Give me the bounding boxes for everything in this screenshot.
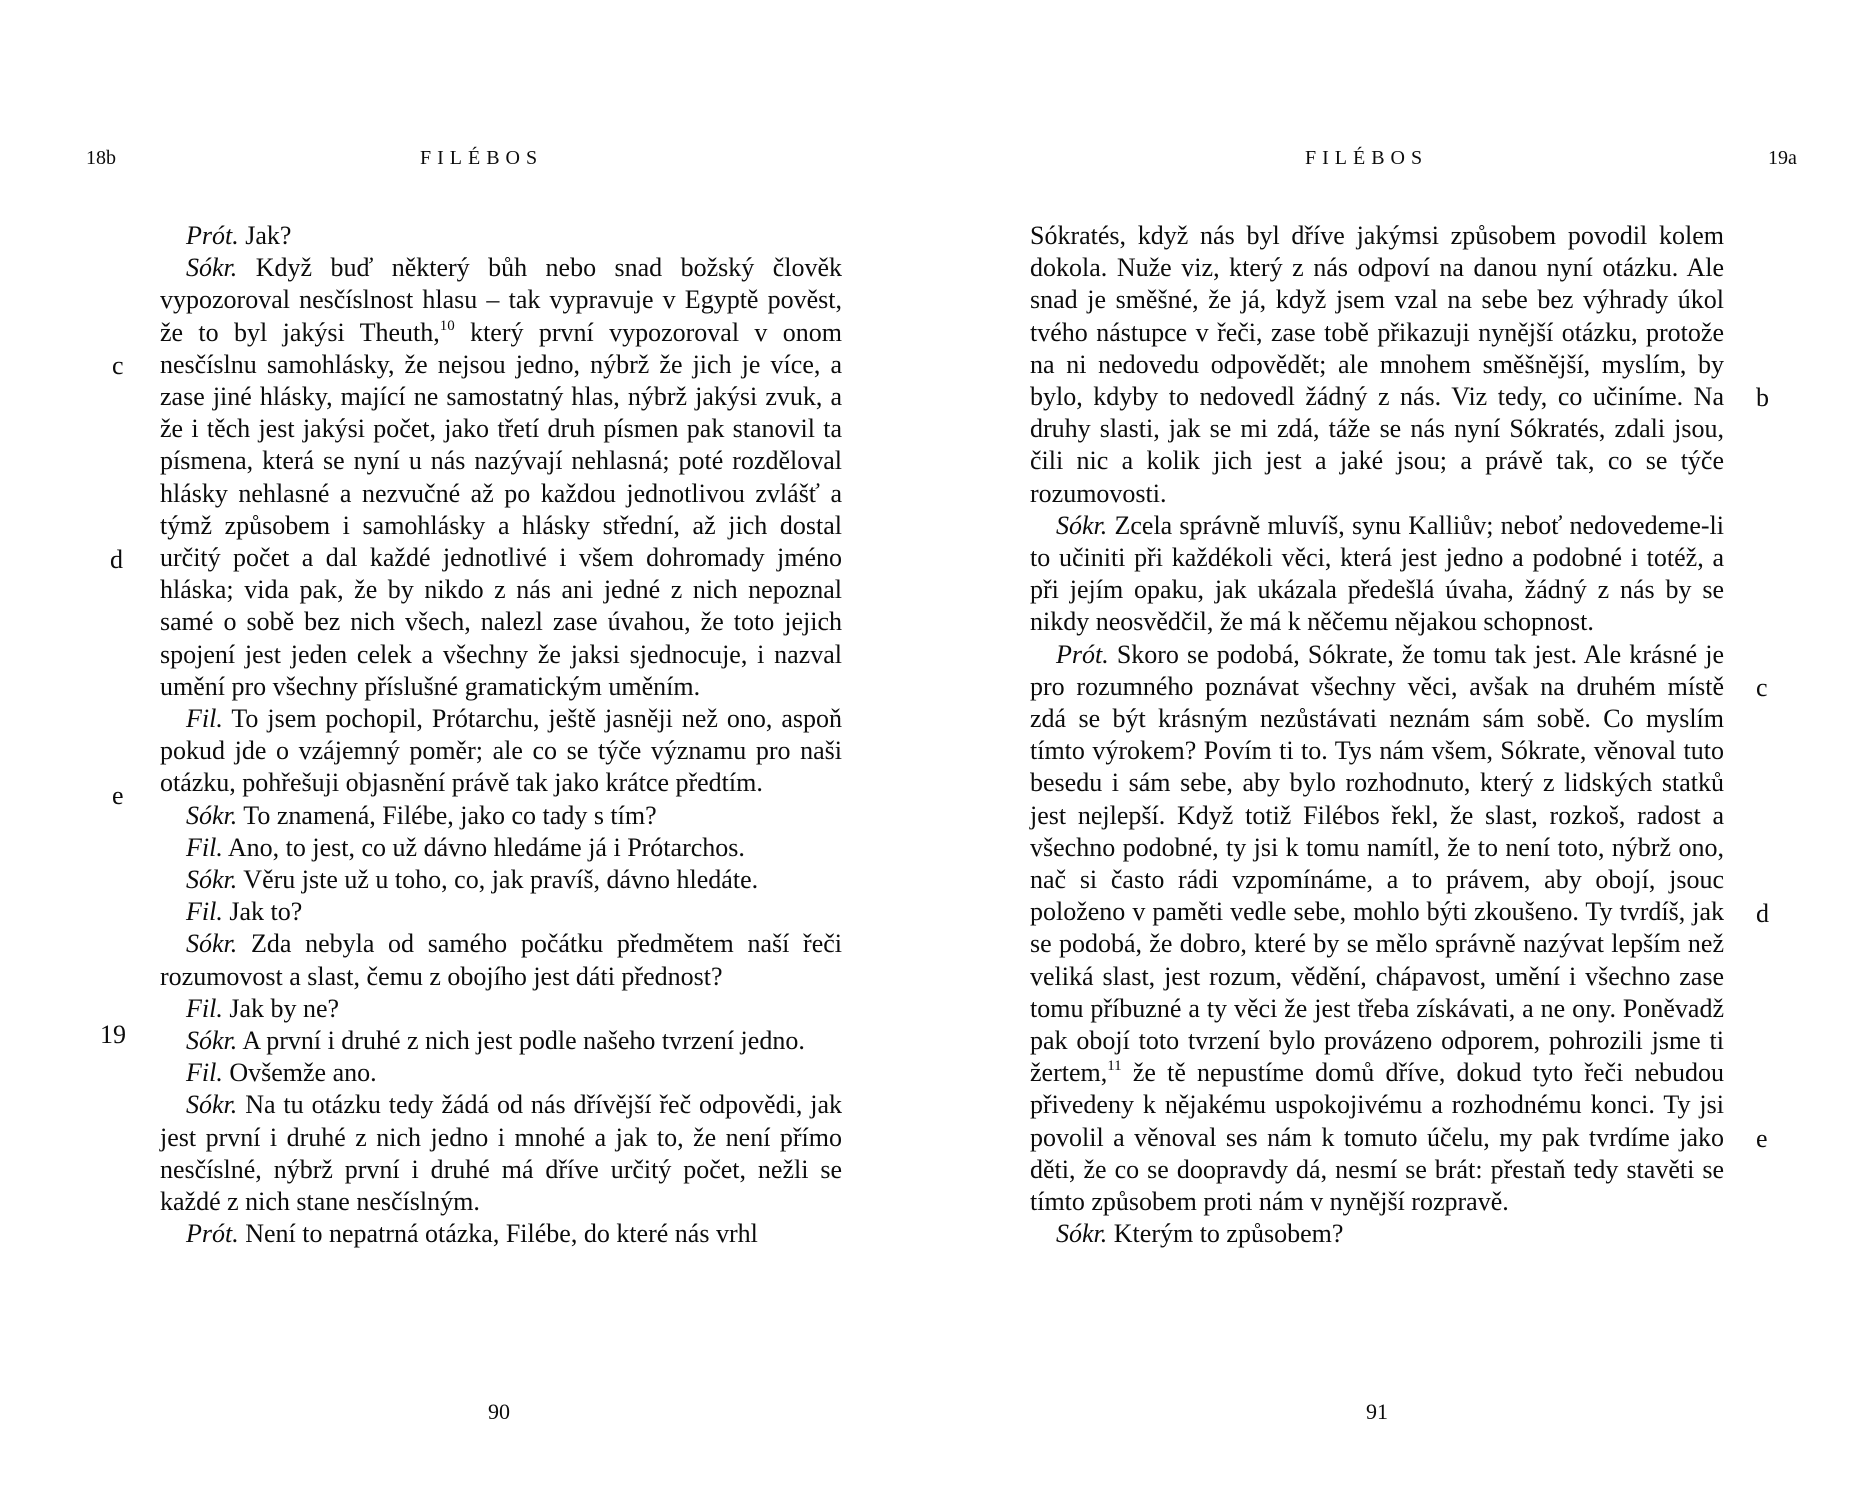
dialogue-paragraph (1030, 510, 1724, 639)
speaker-name: Sókr. (186, 1090, 238, 1120)
dialogue-paragraph (160, 800, 842, 832)
speaker-name: Sókr. (186, 929, 238, 959)
speech-text: Ano, to jest, co už dávno hledáme já i Prótarchos. (222, 832, 745, 862)
stephanus-page-number: 18b (86, 147, 116, 169)
speech-text: A první i druhé z nich jest podle našeho tvrzení jedno. (237, 1026, 805, 1056)
stephanus-section-marker: d (1756, 899, 1769, 928)
speech-text: Věru jste už u toho, co, jak pravíš, dávno hledáte. (237, 865, 759, 895)
dialogue-paragraph (160, 252, 842, 703)
speech-text: To jsem pochopil, Prótarchu, ještě jasněji než ono, aspoň pokud jde o vzájemný poměr; ale co se týče významu pro naši otázku, pohřešuji objasnění právě tak jako krátce předtím. (160, 704, 842, 798)
page-number: 90 (488, 1399, 510, 1424)
dialogue-paragraph (1030, 1218, 1724, 1250)
speech-text: Není to nepatrná otázka, Filébe, do které nás vrhl (238, 1219, 758, 1249)
dialogue-paragraph (160, 1057, 842, 1089)
speech-text: Na tu otázku tedy žádá od nás dřívější řeč odpovědi, jak jest první i druhé z nich jedno i mnohé a jak to, že není přímo nesčíslné, nýbrž první i druhé má dříve určitý počet, nežli se každé z nich stane nesčíslným. (160, 1090, 842, 1217)
speech-text: který první vypozoroval v onom nesčíslnu samohlásky, že nejsou jedno, nýbrž že jich je více, a zase jiné hlásky, mající ne samostatný hlas, nýbrž jakýsi zvuk, a že i těch jest jakýsi počet, jako třetí druh písmen pak stanovil ta písmena, která se nyní u nás nazývají nehlasná; poté rozděloval hlásky nehlasné a nezvučné až po každou jednotlivou zvlášť a týmž způsobem i samohlásky a hlásky střední, až jich dostal určitý počet a dal každé jednotlivé i všem dohromady jméno hláska; vida pak, že by nikdo z nás ani jedné z nich nepoznal samé o sobě bez nich všech, nalezl zase úvahou, že toto jejich spojení jest jeden celek a všechny že jaksi sjednocuje, i nazval umění pro všechny příslušné gramatickým uměním. (160, 317, 842, 701)
body-text (1030, 220, 1724, 1251)
speech-text: že tě nepustíme domů dříve, dokud tyto řeči nebudou přivedeny k nějakému uspokojivému a rozhodnému konci. Ty jsi povolil a věnoval ses nám k tomuto účelu, my pak tvrdíme jako děti, že co se doopravdy dá, nesmí se brát: přestaň tedy stavěti se tímto způsobem proti nám v nynější rozpravě. (1030, 1058, 1724, 1217)
footnote-reference[interactable]: 11 (1107, 1058, 1122, 1075)
dialogue-paragraph (160, 1025, 842, 1057)
speaker-name: Fil. (186, 993, 223, 1023)
dialogue-paragraph (160, 864, 842, 896)
speaker-name: Prót. (186, 221, 239, 250)
stephanus-section-marker: b (1756, 383, 1769, 412)
speaker-name: Fil. (186, 1058, 223, 1088)
speaker-name: Sókr. (186, 865, 238, 895)
speech-text: Jak to? (222, 897, 303, 927)
speech-text: Jak by ne? (222, 993, 340, 1023)
speech-text: Sókratés, když nás byl dříve jakýmsi způsobem povodil kolem dokola. Nuže viz, který z nás odpoví na danou nyní otázku. Ale snad je směšné, že já, když jsem vzal na sebe bez výhrady úkol tvého nástupce v řeči, zase tobě přikazuji nynější otázku, protože na ni nedovedu odpovědět; ale mnohem směšnější, myslím, by bylo, kdyby to nedovedl žádný z nás. Viz tedy, co učiníme. Na druhy slasti, jak se mi zdá, táže se nás nyní Sókratés, zdali jsou, čili nic a kolik jich jest a jaké jsou; a právě tak, co se týče rozumovosti. (1030, 221, 1724, 508)
speaker-name: Fil. (186, 704, 223, 734)
speech-text: Skoro se podobá, Sókrate, že tomu tak jest. Ale krásné je pro rozumného poznávat všechny věci, avšak na druhém místě zdá se být krásným nezůstávati neznám sám sobě. Co myslím tímto výrokem? Povím ti to. Tys nám všem, Sókrate, věnoval tuto besedu i sám sebe, aby bylo rozhodnuto, který z lidských statků jest nejlepší. Když totiž Filébos řekl, že slast, rozkoš, radost a všechno podobné, ty jsi k tomu namítl, že to není toto, nýbrž ono, nač si často rádi vzpomínáme, a to právem, aby obojí, jsouc položeno v paměti vedle sebe, mohlo býti zkoušeno. Ty tvrdíš, jak se podobá, že dobro, které by se mělo správně nazývat lepším než veliká slast, jest rozum, vědění, chápavost, umění i všechno zase tomu příbuzné a ty věci že jest třeba získávati, a ne ony. Poněvadž pak obojí toto tvrzení bylo provázeno odporem, pohrozili jsme ti žertem, (1030, 639, 1724, 1088)
speaker-name: Sókr. (186, 253, 238, 283)
dialogue-paragraph (160, 993, 842, 1025)
speaker-name: Sókr. (1056, 510, 1108, 540)
speaker-name: Fil. (186, 832, 223, 862)
running-head: FILÉBOS (1305, 147, 1429, 169)
speech-text: Kterým to způsobem? (1107, 1219, 1344, 1249)
speech-text: To znamená, Filébe, jako co tady s tím? (237, 800, 657, 830)
speaker-name: Sókr. (186, 1026, 238, 1056)
speech-text: Zcela správně mluvíš, synu Kalliův; neboť nedovedeme-li to učiniti při každékoli věci, která jest jedno a podobné i totéž, a při jejím opaku, jak ukázala předešlá úvaha, žádný z nás by se nikdy neosvědčil, že má k něčemu nějakou schopnost. (1030, 510, 1724, 637)
left-page (0, 0, 930, 1501)
speaker-name: Prót. (186, 1219, 239, 1249)
speaker-name: Sókr. (1056, 1219, 1108, 1249)
dialogue-paragraph (160, 832, 842, 864)
speaker-name: Fil. (186, 897, 223, 927)
speaker-name: Prót. (1056, 639, 1109, 669)
dialogue-paragraph (1030, 220, 1724, 510)
stephanus-section-marker: c (112, 351, 124, 380)
speech-text: Jak? (238, 221, 292, 250)
stephanus-section-marker: 19 (100, 1020, 126, 1049)
running-head: FILÉBOS (420, 147, 544, 169)
speech-text: Zda nebyla od samého počátku předmětem naší řeči rozumovost a slast, čemu z obojího jest dáti přednost? (160, 929, 842, 991)
stephanus-section-marker: d (110, 545, 123, 574)
stephanus-section-marker: e (112, 781, 124, 810)
stephanus-page-number: 19a (1768, 147, 1797, 169)
speech-text: Když buď některý bůh nebo snad božský člověk vypozoroval nesčíslnost hlasu – tak vypravuje v Egyptě pověst, že to byl jakýsi Theuth, (160, 253, 842, 347)
speech-text: Ovšemže ano. (222, 1058, 377, 1088)
speaker-name: Sókr. (186, 800, 238, 830)
footnote-reference[interactable]: 10 (439, 317, 455, 334)
right-page (930, 0, 1862, 1501)
page-number: 91 (1366, 1399, 1388, 1424)
stephanus-section-marker: c (1756, 673, 1768, 702)
dialogue-paragraph (160, 220, 842, 252)
dialogue-paragraph (1030, 639, 1724, 1219)
dialogue-paragraph (160, 896, 842, 928)
body-text (160, 220, 842, 1251)
dialogue-paragraph (160, 703, 842, 800)
dialogue-paragraph (160, 1218, 842, 1250)
dialogue-paragraph (160, 1089, 842, 1218)
dialogue-paragraph (160, 928, 842, 992)
stephanus-section-marker: e (1756, 1124, 1768, 1153)
